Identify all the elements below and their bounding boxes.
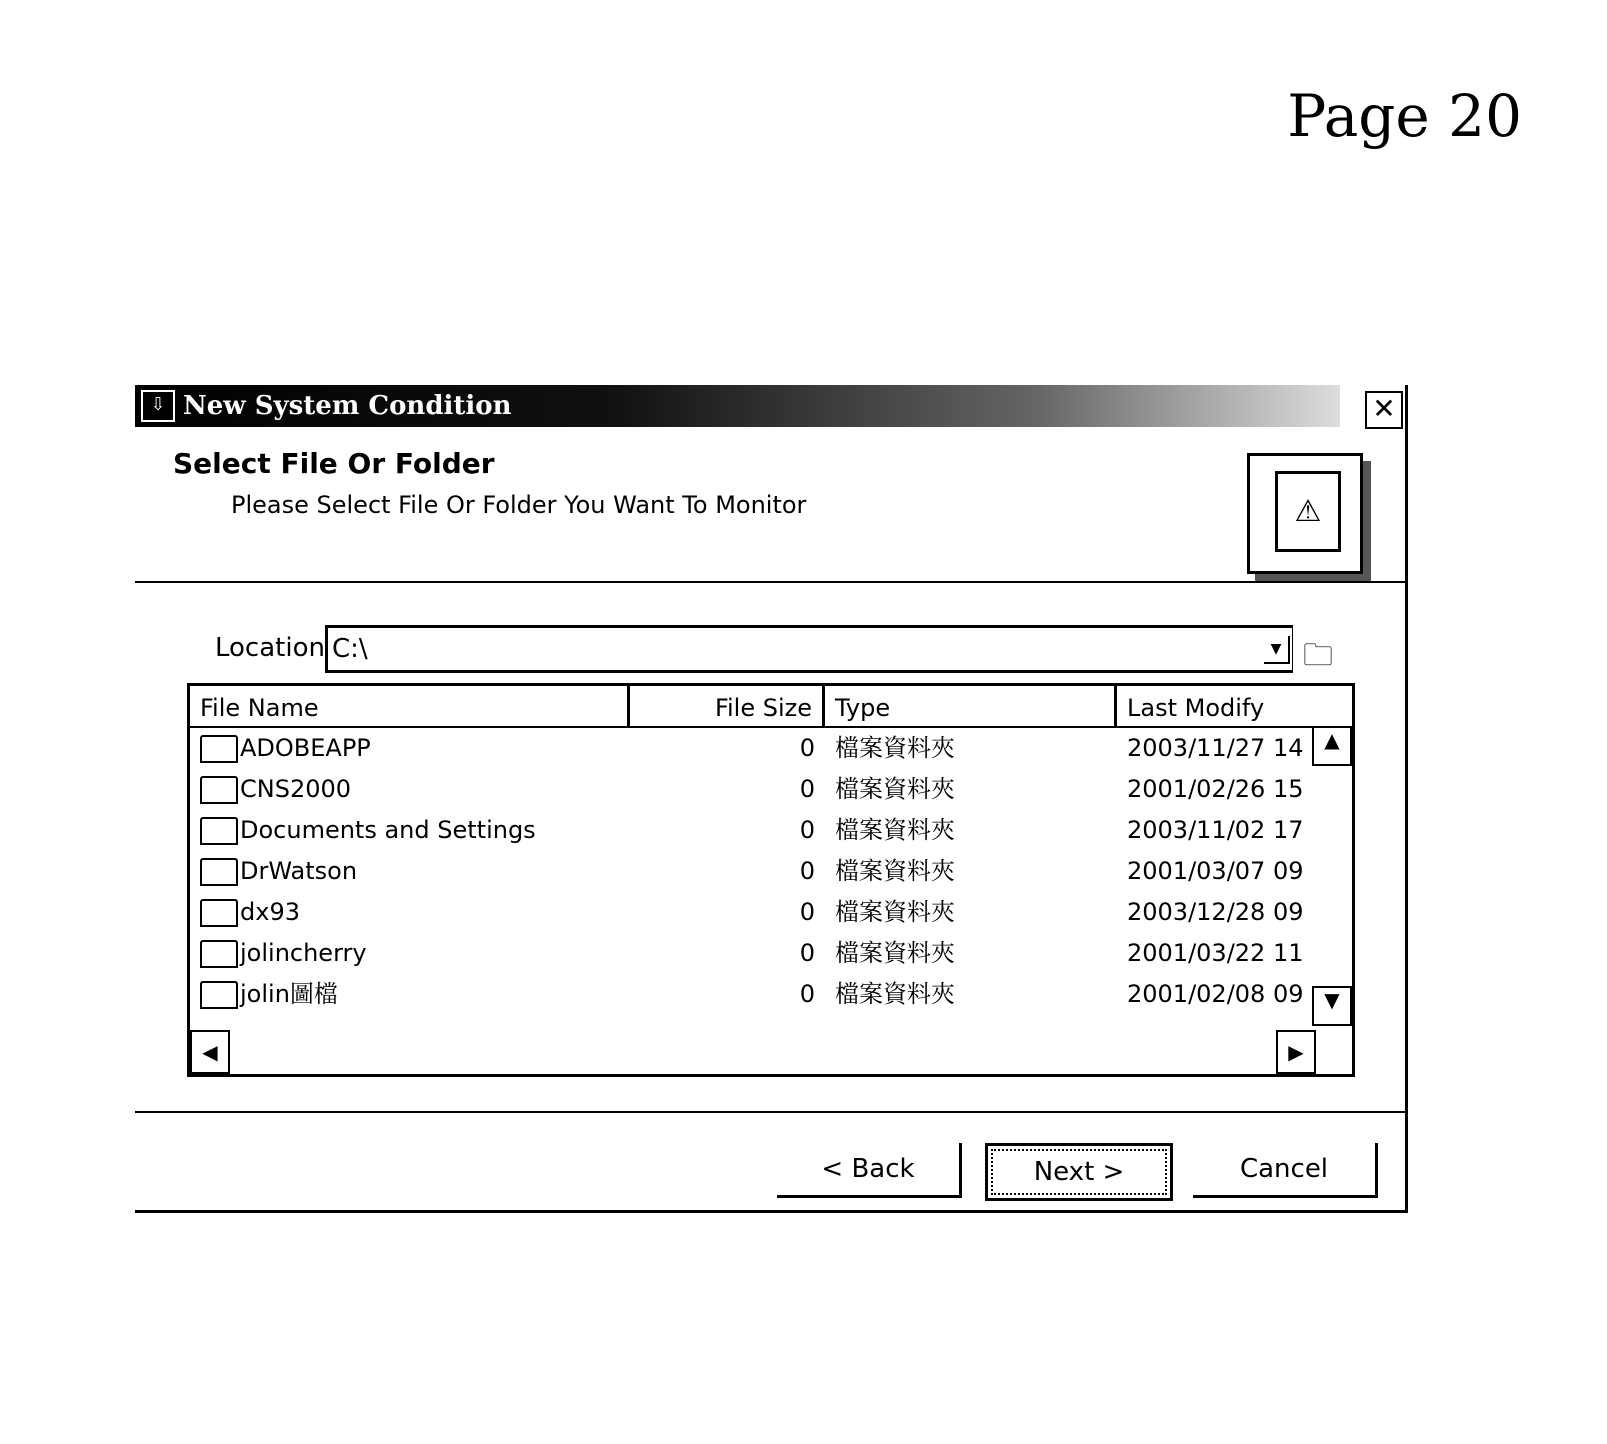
- file-name-cell: [190, 974, 630, 1015]
- type-cell: 檔案資料夾: [825, 728, 1117, 769]
- column-last-modify[interactable]: Last Modify: [1117, 686, 1352, 726]
- file-name-cell: [190, 728, 630, 769]
- wizard-subheading: Please Select File Or Folder You Want To Monitor: [231, 491, 806, 519]
- last-modify-cell: 2003/11/27 14: [1117, 728, 1352, 769]
- column-file-name[interactable]: File Name: [190, 686, 630, 726]
- back-button[interactable]: < Back: [777, 1143, 962, 1198]
- list-header: [190, 686, 1352, 728]
- file-list: [187, 683, 1355, 1077]
- folder-icon: [200, 981, 238, 1009]
- location-value: C:\: [332, 634, 368, 664]
- scroll-right-button[interactable]: ▶: [1276, 1030, 1316, 1074]
- app-icon: ⇩: [141, 390, 175, 422]
- folder-icon: [200, 776, 238, 804]
- last-modify-cell: 2003/11/02 17: [1117, 810, 1352, 851]
- file-name-cell: [190, 933, 630, 974]
- next-button[interactable]: Next >: [985, 1143, 1173, 1201]
- folder-icon: [200, 899, 238, 927]
- document-icon: ⚠: [1247, 453, 1363, 574]
- type-cell: 檔案資料夾: [825, 892, 1117, 933]
- table-row[interactable]: [190, 810, 1352, 851]
- divider: [135, 1111, 1405, 1113]
- last-modify-cell: 2003/12/28 09: [1117, 892, 1352, 933]
- folder-icon: [200, 735, 238, 763]
- file-size-cell: 0: [630, 892, 825, 933]
- file-name: jolincherry: [240, 939, 367, 967]
- scroll-down-button[interactable]: ▼: [1312, 986, 1352, 1026]
- table-row[interactable]: [190, 728, 1352, 769]
- title-bar: [135, 385, 1340, 427]
- file-name: Documents and Settings: [240, 816, 536, 844]
- scroll-left-button[interactable]: ◀: [190, 1030, 230, 1074]
- up-folder-icon[interactable]: 🗀: [1303, 633, 1333, 684]
- file-name: dx93: [240, 898, 300, 926]
- column-file-size[interactable]: File Size: [630, 686, 825, 726]
- file-size-cell: 0: [630, 810, 825, 851]
- type-cell: 檔案資料夾: [825, 974, 1117, 1015]
- file-size-cell: 0: [630, 933, 825, 974]
- folder-icon: [200, 858, 238, 886]
- type-cell: 檔案資料夾: [825, 769, 1117, 810]
- file-name: CNS2000: [240, 775, 351, 803]
- divider: [135, 581, 1405, 583]
- file-name-cell: [190, 769, 630, 810]
- new-system-condition-dialog: [135, 385, 1408, 1213]
- table-row[interactable]: [190, 974, 1352, 1015]
- file-size-cell: 0: [630, 974, 825, 1015]
- close-button[interactable]: ✕: [1365, 391, 1403, 429]
- page-number: Page 20: [1287, 82, 1522, 150]
- type-cell: 檔案資料夾: [825, 933, 1117, 974]
- table-row[interactable]: [190, 892, 1352, 933]
- table-row[interactable]: [190, 933, 1352, 974]
- column-type[interactable]: Type: [825, 686, 1117, 726]
- last-modify-cell: 2001/03/07 09: [1117, 851, 1352, 892]
- table-row[interactable]: [190, 769, 1352, 810]
- location-combobox[interactable]: [325, 625, 1293, 673]
- table-row[interactable]: [190, 851, 1352, 892]
- folder-icon: [200, 817, 238, 845]
- file-name-cell: [190, 810, 630, 851]
- file-name: jolin圖檔: [240, 980, 338, 1008]
- scroll-up-button[interactable]: ▲: [1312, 726, 1352, 766]
- file-size-cell: 0: [630, 728, 825, 769]
- file-name-cell: [190, 892, 630, 933]
- file-name-cell: [190, 851, 630, 892]
- type-cell: 檔案資料夾: [825, 851, 1117, 892]
- dialog-title: New System Condition: [183, 391, 512, 421]
- last-modify-cell: 2001/03/22 11: [1117, 933, 1352, 974]
- last-modify-cell: 2001/02/08 09: [1117, 974, 1352, 1015]
- chevron-down-icon[interactable]: ▼: [1264, 636, 1290, 664]
- file-size-cell: 0: [630, 851, 825, 892]
- last-modify-cell: 2001/02/26 15: [1117, 769, 1352, 810]
- folder-icon: [200, 940, 238, 968]
- file-name: ADOBEAPP: [240, 734, 371, 762]
- file-name: DrWatson: [240, 857, 357, 885]
- cancel-button[interactable]: Cancel: [1193, 1143, 1378, 1198]
- wizard-heading: Select File Or Folder: [173, 447, 495, 480]
- file-size-cell: 0: [630, 769, 825, 810]
- location-label: Location: [215, 633, 325, 663]
- type-cell: 檔案資料夾: [825, 810, 1117, 851]
